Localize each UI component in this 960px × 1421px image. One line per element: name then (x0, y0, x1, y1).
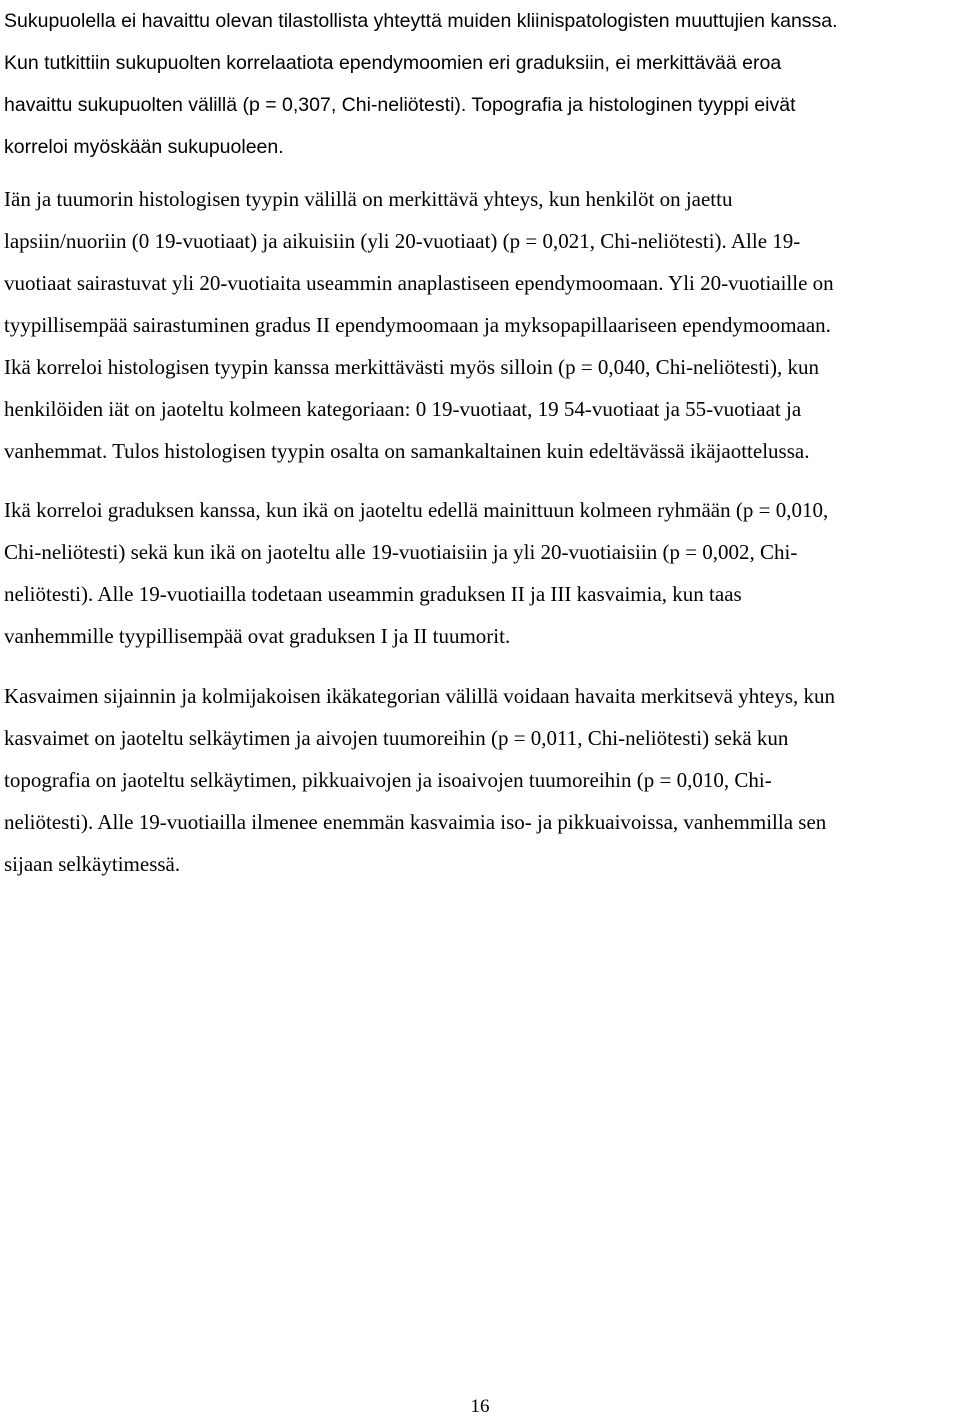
paragraph-location-age (4, 675, 956, 885)
paragraph-age-grade (4, 489, 956, 657)
text-line: henkilöiden iät on jaoteltu kolmeen kategoriaan: 0 19-vuotiaat, 19 54-vuotiaat ja 55-vuotiaat ja (4, 397, 802, 421)
paragraph-age-histology (4, 178, 956, 472)
text-line: havaittu sukupuolten välillä (p = 0,307, Chi-neliötesti). Topografia ja histologinen tyyppi eivät (4, 94, 796, 116)
page-number: 16 (470, 1396, 490, 1417)
text-line: Chi-neliötesti) sekä kun ikä on jaoteltu alle 19-vuotiaisiin ja yli 20-vuotiaisiin (p = 0,002, Chi- (4, 540, 798, 564)
text-line: neliötesti). Alle 19-vuotiailla ilmenee enemmän kasvaimia iso- ja pikkuaivoissa, vanhemmilla sen (4, 810, 827, 834)
text-line: vanhemmat. Tulos histologisen tyypin osalta on samankaltainen kuin edeltävässä ikäjaottelussa. (4, 439, 810, 463)
text-line: vuotiaat sairastuvat yli 20-vuotiaita useammin anaplastiseen ependymoomaan. Yli 20-vuotiaille on (4, 271, 834, 295)
text-line: Sukupuolella ei havaittu olevan tilastollista yhteyttä muiden kliinispatologisten muuttujien kanssa. (4, 10, 838, 32)
text-line: korreloi myöskään sukupuoleen. (4, 136, 284, 158)
text-line: lapsiin/nuoriin (0 19-vuotiaat) ja aikuisiin (yli 20-vuotiaat) (p = 0,021, Chi-neliötesti). Alle 19- (4, 229, 801, 253)
text-line: sijaan selkäytimessä. (4, 852, 181, 876)
text-line: Ikä korreloi histologisen tyypin kanssa merkittävästi myös silloin (p = 0,040, Chi-neliötesti), kun (4, 355, 820, 379)
text-line: Kasvaimen sijainnin ja kolmijakoisen ikäkategorian välillä voidaan havaita merkitsevä yhteys, kun (4, 684, 836, 708)
text-line: neliötesti). Alle 19-vuotiailla todetaan useammin graduksen II ja III kasvaimia, kun taas (4, 582, 742, 606)
text-line: Kun tutkittiin sukupuolten korrelaatiota ependymoomien eri graduksiin, ei merkittävää eroa (4, 52, 782, 74)
text-line: Iän ja tuumorin histologisen tyypin välillä on merkittävä yhteys, kun henkilöt on jaettu (4, 187, 733, 211)
text-line: kasvaimet on jaoteltu selkäytimen ja aivojen tuumoreihin (p = 0,011, Chi-neliötesti) sekä kun (4, 726, 789, 750)
text-line: topografia on jaoteltu selkäytimen, pikkuaivojen ja isoaivojen tuumoreihin (p = 0,010, Chi- (4, 768, 772, 792)
paragraph-sex-correlation (4, 0, 956, 168)
text-line: Ikä korreloi graduksen kanssa, kun ikä on jaoteltu edellä mainittuun kolmeen ryhmään (p = 0,010, (4, 498, 829, 522)
text-line: tyypillisempää sairastuminen gradus II ependymoomaan ja myksopapillaariseen ependymoomaan. (4, 313, 831, 337)
text-line: vanhemmille tyypillisempää ovat graduksen I ja II tuumorit. (4, 624, 511, 648)
